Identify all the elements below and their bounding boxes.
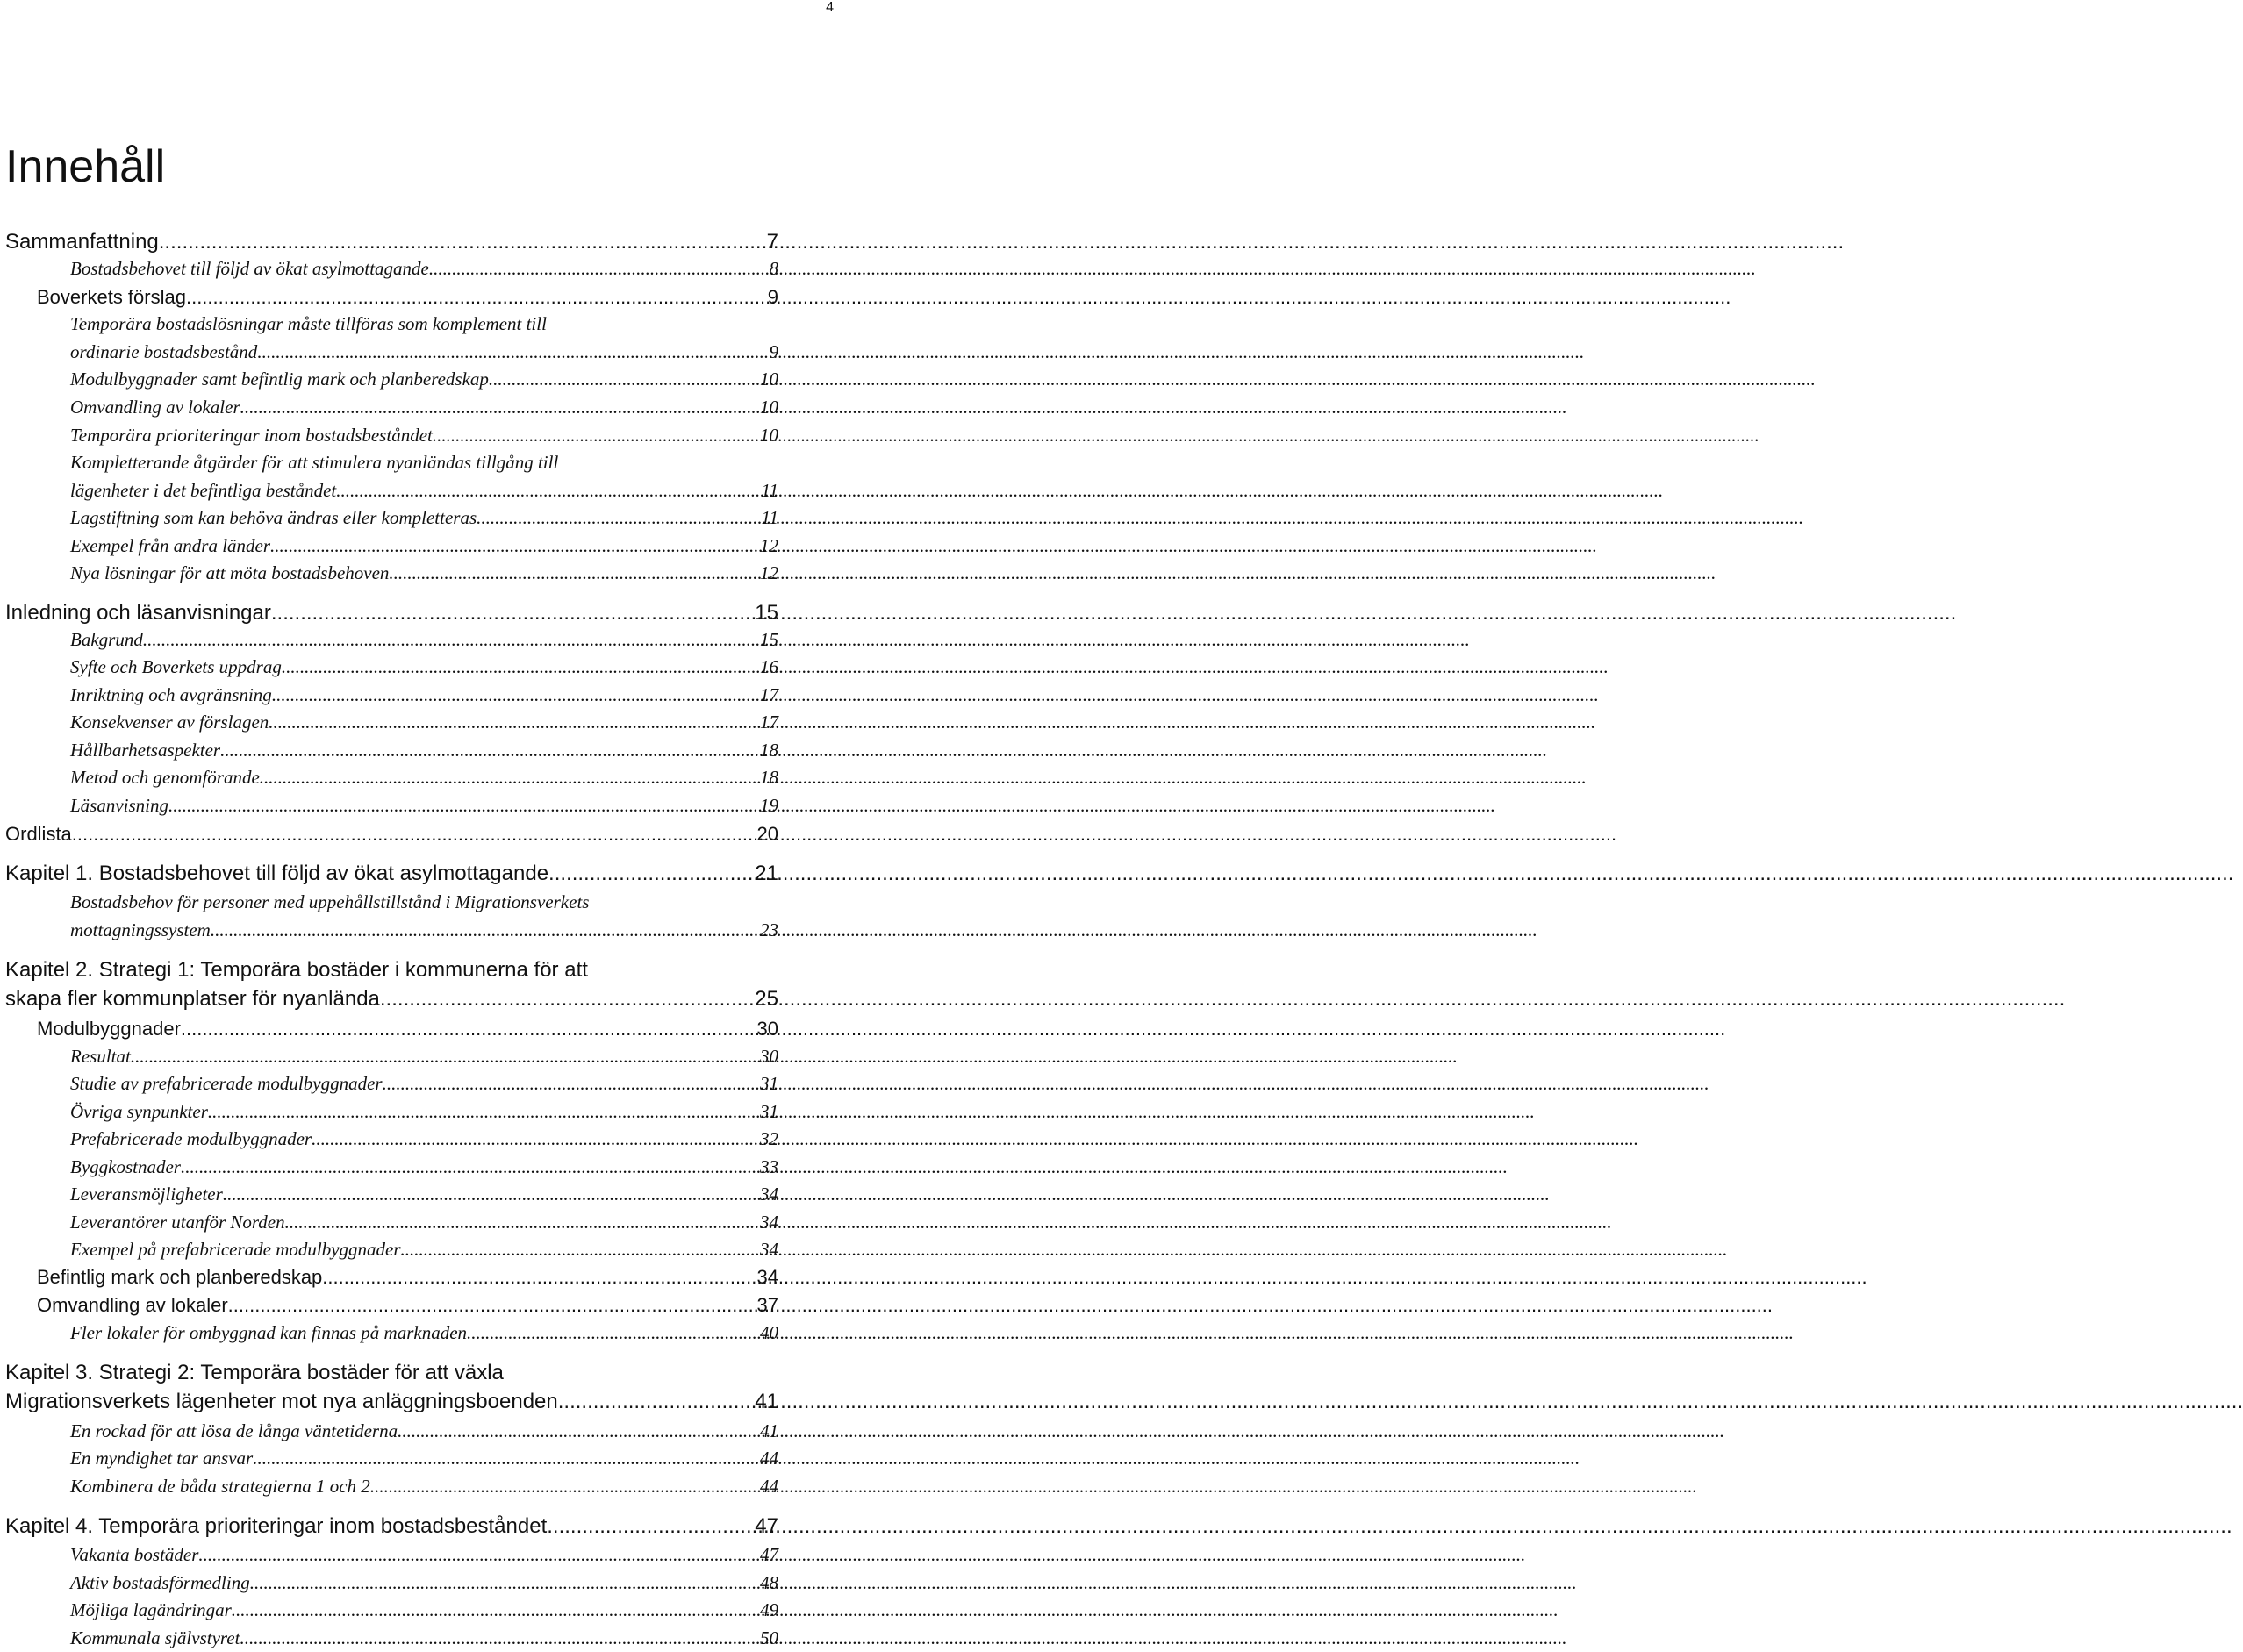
dot-leader	[143, 629, 758, 651]
toc-entry-title: Bakgrund	[70, 629, 143, 650]
toc-entry-page: 15	[755, 601, 778, 625]
dot-leader	[211, 919, 758, 941]
toc-entry[interactable]	[0, 368, 842, 390]
dot-leader	[336, 480, 759, 502]
toc-entry-title: Aktiv bostadsförmedling	[70, 1572, 250, 1593]
toc-entry-page: 18	[760, 767, 778, 788]
toc-entry[interactable]	[0, 1544, 842, 1566]
toc-entry[interactable]	[0, 862, 842, 886]
toc-entry-page: 17	[760, 712, 778, 733]
toc-entry[interactable]	[0, 684, 842, 706]
dot-leader	[312, 1128, 758, 1150]
dot-leader	[282, 656, 758, 678]
dot-leader	[168, 795, 758, 817]
dot-leader	[250, 1572, 758, 1594]
toc-entry-page: 34	[760, 1212, 778, 1233]
toc-entry[interactable]	[0, 341, 842, 363]
toc-entry-title: En rockad för att lösa de långa väntetiderna	[70, 1420, 398, 1441]
toc-entry-title: Övriga synpunkter	[70, 1101, 208, 1122]
toc-entry[interactable]	[0, 258, 842, 280]
toc-entry[interactable]	[0, 767, 842, 789]
toc-entry-page: 41	[760, 1420, 778, 1441]
toc-entry[interactable]	[0, 1266, 842, 1289]
toc-entry[interactable]	[0, 1514, 842, 1539]
toc-entry-page: 12	[760, 562, 778, 583]
dot-leader	[220, 740, 758, 762]
toc-entry[interactable]	[0, 1212, 842, 1234]
toc-entry-title: Syfte och Boverkets uppdrag	[70, 656, 282, 677]
toc-entry[interactable]	[0, 1448, 842, 1470]
toc-entry-title: Hållbarhetsaspekter	[70, 740, 221, 761]
toc-entry[interactable]	[0, 1322, 842, 1344]
toc-entry-page: 48	[760, 1572, 778, 1593]
toc-entry-page: 19	[760, 795, 778, 816]
toc-entry-page: 11	[761, 480, 778, 501]
dot-leader	[467, 1322, 758, 1344]
dot-leader	[548, 862, 753, 886]
toc-entry-title: Migrationsverkets lägenheter mot nya anläggningsboenden	[5, 1390, 558, 1413]
dot-leader	[198, 1544, 758, 1566]
toc-entry-title: Leverantörer utanför Norden	[70, 1212, 285, 1233]
toc-entry[interactable]	[0, 562, 842, 584]
toc-entry-page: 47	[760, 1544, 778, 1565]
dot-leader	[186, 286, 766, 309]
toc-entry-title: Modulbyggnader	[37, 1018, 181, 1040]
toc-entry-page: 25	[755, 987, 778, 1011]
toc-entry-page: 12	[760, 535, 778, 556]
dot-leader	[380, 987, 753, 1012]
dot-leader	[558, 1390, 754, 1414]
toc-entry-title: ordinarie bostadsbestånd	[70, 341, 258, 362]
toc-entry-page: 30	[760, 1046, 778, 1067]
toc-entry[interactable]	[0, 629, 842, 651]
toc-entry-page: 21	[755, 862, 778, 885]
toc-entry[interactable]	[0, 230, 842, 254]
toc-entry-title: Temporära prioriteringar inom bostadsbeståndet	[70, 425, 433, 446]
dot-leader	[181, 1018, 756, 1041]
toc-entry-title: Kombinera de båda strategierna 1 och 2	[70, 1476, 370, 1497]
toc-entry-title: Ordlista	[5, 823, 72, 845]
toc-entry-page: 9	[767, 286, 778, 308]
page-number: 4	[826, 0, 834, 15]
dot-leader	[547, 1514, 753, 1539]
dot-leader	[240, 397, 758, 418]
dot-leader	[257, 341, 767, 363]
dot-leader	[269, 712, 758, 733]
toc-entry-title: lägenheter i det befintliga beståndet	[70, 480, 337, 501]
toc-entry-page: 17	[760, 684, 778, 705]
toc-entry-title: Sammanfattning	[5, 230, 159, 254]
dot-leader	[72, 823, 756, 846]
dot-leader	[223, 1184, 758, 1205]
toc-entry-page: 34	[760, 1184, 778, 1205]
toc-entry-page: 18	[760, 740, 778, 761]
dot-leader	[370, 1476, 758, 1498]
toc-entry[interactable]	[0, 1073, 842, 1095]
toc-entry[interactable]	[0, 919, 842, 941]
dot-leader	[398, 1420, 758, 1442]
toc-entry[interactable]	[0, 656, 842, 678]
toc-entry-title: Boverkets förslag	[37, 286, 186, 308]
dot-leader	[401, 1239, 758, 1261]
toc-entry-page: 10	[760, 425, 778, 446]
toc-entry[interactable]	[0, 712, 842, 733]
toc-entry[interactable]	[0, 1101, 842, 1123]
dot-leader	[477, 507, 759, 529]
toc-entry-title: mottagningssystem	[70, 919, 211, 940]
toc-entry-page: 9	[769, 341, 778, 362]
toc-entry[interactable]	[0, 535, 842, 557]
toc-entry-title[interactable]: Bostadsbehov för personer med uppehållstillstånd i Migrationsverkets	[70, 891, 590, 912]
toc-entry[interactable]	[0, 507, 842, 529]
toc-entry[interactable]	[0, 987, 842, 1012]
dot-leader	[232, 1599, 758, 1621]
dot-leader	[159, 230, 765, 254]
toc-entry-page: 44	[760, 1476, 778, 1497]
toc-entry-page: 49	[760, 1599, 778, 1620]
toc-entry-title[interactable]: Temporära bostadslösningar måste tillföras som komplement till	[70, 313, 547, 334]
toc-entry-title: Fler lokaler för ombyggnad kan finnas på marknaden	[70, 1322, 468, 1343]
toc-entry[interactable]	[0, 1599, 842, 1621]
toc-entry-page: 10	[760, 397, 778, 418]
toc-entry-page: 41	[755, 1390, 778, 1413]
toc-entry-title: Kommunala självstyret	[70, 1627, 240, 1648]
toc-entry-title: Konsekvenser av förslagen	[70, 712, 269, 733]
toc-entry-title: Inriktning och avgränsning	[70, 684, 272, 705]
dot-leader	[228, 1294, 756, 1317]
dot-leader	[322, 1266, 755, 1289]
dot-leader	[270, 535, 758, 557]
toc-entry[interactable]	[0, 740, 842, 762]
toc-entry-title: Vakanta bostäder	[70, 1544, 199, 1565]
toc-entry[interactable]	[0, 480, 842, 502]
toc-entry[interactable]	[0, 1476, 842, 1498]
toc-entry-title: Metod och genomförande	[70, 767, 260, 788]
toc-entry-title: Resultat	[70, 1046, 131, 1067]
toc-entry[interactable]	[0, 1390, 842, 1414]
toc-entry-page: 20	[756, 823, 778, 845]
toc-entry[interactable]	[0, 1420, 842, 1442]
toc-entry-title: Möjliga lagändringar	[70, 1599, 232, 1620]
toc-entry-page: 16	[760, 656, 778, 677]
toc-entry-page: 34	[760, 1239, 778, 1260]
toc-entry-page: 15	[760, 629, 778, 650]
dot-leader	[240, 1627, 758, 1649]
dot-leader	[131, 1046, 758, 1068]
toc-entry-page: 34	[756, 1266, 778, 1288]
toc-entry-title: Kapitel 4. Temporära prioriteringar inom bostadsbeståndet	[5, 1514, 548, 1538]
toc-entry-page: 30	[756, 1018, 778, 1040]
dot-leader	[383, 1073, 758, 1095]
toc-entry-page: 47	[755, 1514, 778, 1538]
toc-entry[interactable]	[0, 1572, 842, 1594]
toc-entry[interactable]	[0, 1018, 842, 1041]
toc-entry-title[interactable]: Kompletterande åtgärder för att stimulera nyanländas tillgång till	[70, 452, 559, 473]
toc-entry-page: 40	[760, 1322, 778, 1343]
toc-entry-title: Studie av prefabricerade modulbyggnader	[70, 1073, 383, 1094]
toc-entry-title: Prefabricerade modulbyggnader	[70, 1128, 312, 1149]
toc-entry-page: 33	[760, 1156, 778, 1177]
toc-entry[interactable]	[0, 1294, 842, 1317]
toc-entry[interactable]	[0, 1184, 842, 1205]
toc-entry-title: Bostadsbehovet till följd av ökat asylmottagande	[70, 258, 429, 279]
toc-entry-title: Läsanvisning	[70, 795, 169, 816]
dot-leader	[429, 258, 768, 280]
toc-entry[interactable]	[0, 286, 842, 309]
dot-leader	[389, 562, 758, 584]
toc-entry[interactable]	[0, 425, 842, 447]
toc-entry-page: 50	[760, 1627, 778, 1648]
toc-entry-page: 11	[761, 507, 778, 528]
toc-entry-page: 31	[760, 1073, 778, 1094]
toc-entry-title: En myndighet tar ansvar	[70, 1448, 254, 1469]
toc-entry-page: 44	[760, 1448, 778, 1469]
toc-entry-page: 10	[760, 368, 778, 390]
toc-entry-title: skapa fler kommunplatser för nyanlända	[5, 987, 380, 1011]
toc-entry[interactable]	[0, 397, 842, 418]
toc-entry[interactable]	[0, 795, 842, 817]
toc-entry-title: Modulbyggnader samt befintlig mark och planberedskap	[70, 368, 489, 390]
dot-leader	[433, 425, 758, 447]
dot-leader	[260, 767, 758, 789]
dot-leader	[285, 1212, 758, 1234]
toc-entry[interactable]	[0, 1627, 842, 1649]
toc-entry-title: Exempel från andra länder	[70, 535, 271, 556]
dot-leader	[181, 1156, 758, 1178]
toc-entry-title: Kapitel 1. Bostadsbehovet till följd av ökat asylmottagande	[5, 862, 549, 885]
dot-leader	[489, 368, 758, 390]
toc-entry-page: 7	[766, 230, 778, 254]
toc-entry-title[interactable]: Kapitel 3. Strategi 2: Temporära bostäder för att växla	[5, 1361, 504, 1384]
toc-entry-title: Leveransmöjligheter	[70, 1184, 223, 1205]
page-title: Innehåll	[5, 141, 166, 192]
toc-entry-title: Lagstiftning som kan behöva ändras eller kompletteras	[70, 507, 477, 528]
toc-entry-page: 23	[760, 919, 778, 940]
toc-entry-title: Omvandling av lokaler	[37, 1294, 228, 1316]
toc-entry[interactable]	[0, 1239, 842, 1261]
dot-leader	[271, 601, 753, 626]
toc-entry[interactable]	[0, 601, 842, 626]
dot-leader	[253, 1448, 758, 1470]
toc-entry-title: Exempel på prefabricerade modulbyggnader	[70, 1239, 401, 1260]
toc-entry[interactable]	[0, 823, 842, 846]
toc-entry-title: Nya lösningar för att möta bostadsbehoven	[70, 562, 390, 583]
table-of-contents	[0, 0, 842, 1652]
toc-entry-title: Omvandling av lokaler	[70, 397, 240, 418]
dot-leader	[272, 684, 758, 706]
toc-entry[interactable]	[0, 1128, 842, 1150]
toc-entry-title: Byggkostnader	[70, 1156, 181, 1177]
toc-entry[interactable]	[0, 1046, 842, 1068]
toc-entry[interactable]	[0, 1156, 842, 1178]
toc-entry-page: 37	[756, 1294, 778, 1316]
dot-leader	[208, 1101, 758, 1123]
toc-entry-title[interactable]: Kapitel 2. Strategi 1: Temporära bostäder i kommunerna för att	[5, 958, 588, 982]
toc-entry-page: 8	[769, 258, 778, 279]
toc-entry-page: 31	[760, 1101, 778, 1122]
toc-entry-title: Befintlig mark och planberedskap	[37, 1266, 323, 1288]
toc-entry-page: 32	[760, 1128, 778, 1149]
toc-entry-title: Inledning och läsanvisningar	[5, 601, 271, 625]
